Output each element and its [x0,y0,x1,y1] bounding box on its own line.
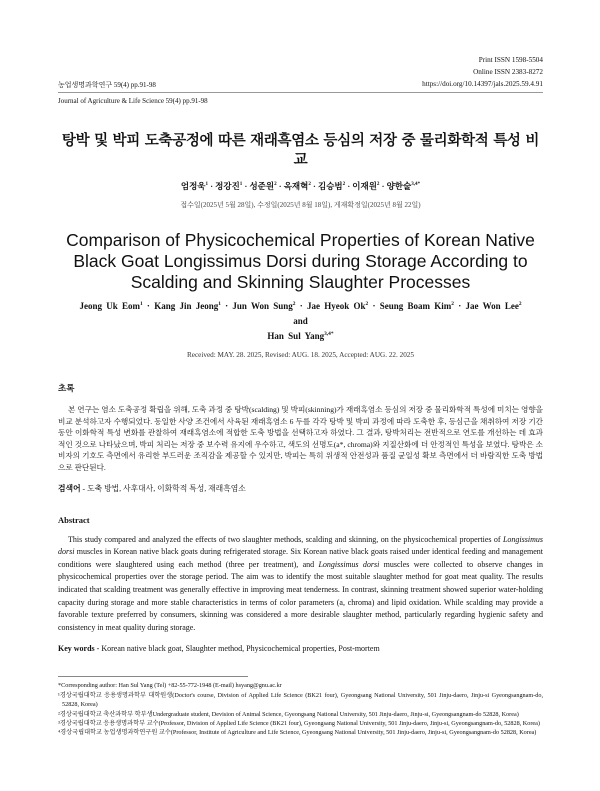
author-affiliation: 2 [274,181,277,188]
author-affiliation: 2 [308,181,311,188]
english-keywords-label: Key words [58,644,95,654]
english-title: Comparison of Physicochemical Properties of Korean Native Black Goat Longissimus Dorsi during Storage According to Scalding and Skinning Slaughter Processes [66,230,535,292]
abstract-text: This study compared and analyzed the effects of two slaughter methods, scalding and skinning, on the physicochemical properties of [68,534,503,544]
korean-keywords-list: - 도축 방법, 사후대사, 이화학적 특성, 재래흑염소 [80,483,246,493]
abstract-text: muscles were collected to observe changes in physicochemical properties over the storage period. The aim was to identify the most suitable slaughter method for goat meat quality. The results indicated that scalding treatment was generally effective in improving meat tenderness. In contrast, skinning treatment showed superior water-holding capacity during storage and more stable characteristics in terms of color parameters (a, chroma) and lipid oxidation. While scalding may provide a favorable texture preferred by consumers, skinning was considered a more desirable slaughter method, particularly regarding hygienic safety and consistency in meat quality during storage. [58,559,543,632]
author-name: Seung Boam Kim [379,301,452,311]
journal-english: Journal of Agriculture & Life Science 59(4) pp.91-98 [58,97,208,105]
footnote-rule [58,676,248,677]
author-separator: · [142,301,155,311]
header-rule [58,92,543,93]
author-name: 김승범 [318,181,343,191]
english-dates: Received: MAY. 28. 2025, Revised: AUG. 18. 2025, Accepted: AUG. 22. 2025 [187,351,414,359]
author-separator: · [220,301,233,311]
footnote-affiliation-3: ³경상국립대학교 응용생명과학부 교수(Professor, Division of Applied Life Science (BK21 four), Gyeongsang National University, 501 Jinju-daero, Jinju-si, Gyeongsangnam-do, 52828, Korea) [58,719,540,727]
print-issn: Print ISSN 1598-5504 [478,56,543,64]
author-affiliation: 2 [365,301,369,307]
english-abstract-heading: Abstract [58,514,90,525]
author-separator: · [310,181,318,191]
english-abstract [58,534,543,635]
author-name: 정강진 [215,181,240,191]
author-affiliation: 2 [292,301,296,307]
author-name: Jun Won Sung [232,301,293,311]
author-separator: · [276,181,284,191]
footnote-affiliation-2: ²경상국립대학교 축산과학부 학부생Undergraduate student, Devision of Animal Science, Gyeongsang National University, 501 Jinju-daero, Jinju-si, Gyeongsangnam-do 52828, Korea) [58,710,519,718]
author-separator: · [295,301,308,311]
author-affiliation: 2 [342,181,346,188]
author-affiliation: 3,4* [411,181,421,188]
korean-abstract: 본 연구는 염소 도축공정 확립을 위해, 도축 과정 중 탕박(scalding) 및 박피(skinning)가 재래흑염소 등심의 저장 중 물리화학적 특성에 미치는 영향을 비교 분석하고자 수행되었다. 동일한 사양 조건에서 사육된 재래흑염소 6 두를 각각 탕박 및 박피 과정에 따라 도축한 후, 등심근을 채취하여 저장 기간 동안 이화학적 특성 변화를 관찰하여 재래흑염소에 적합한 도축 방법을 선택하고자 하였다. 그 결과, 탕박처리는 전반적으로 연도를 개선하는 데 효과적인 것으로 나타났으며, 박피 처리는 저장 중 보수력 유지에 우수하고, 색도의 선명도(a*, chroma)와 지질산화에 더 안정적인 특성을 보였다. 탕박은 소비자의 기호도 측면에서 유리한 부드러운 조직감을 제공할 수 있지만, 박피는 특히 위생적 안전성과 품질 균일성 확보 측면에서 더 바람직한 도축 방법으로 판단된다. [58,405,543,472]
journal-korean: 농업생명과학연구 59(4) pp.91-98 [58,81,156,89]
abstract-italic: Longissimus dorsi [58,534,543,557]
author-separator: · [379,181,387,191]
korean-abstract-heading: 초록 [58,383,75,393]
author-name: Han Sul Yang [267,331,325,341]
author-name: Jae Won Lee [465,301,519,311]
author-name: 이재원 [352,181,377,191]
author-separator: · [242,181,250,191]
author-affiliation: 2 [451,301,454,307]
author-affiliation: 3,4* [324,331,334,337]
author-affiliation: 1 [205,181,209,188]
korean-dates: 접수일(2025년 5월 28일), 수정일(2025년 8월 18일), 게재확정일(2025년 8월 22일) [180,201,421,209]
author-separator: · [368,301,380,311]
online-issn: Online ISSN 2383-8272 [473,68,543,76]
author-and: and [293,316,308,326]
author-name: 엄정욱 [180,181,206,191]
doi-link[interactable]: https://doi.org/10.14397/jals.2025.59.4.91 [422,80,543,88]
english-authors [71,299,531,344]
footnotes [58,681,543,737]
author-separator: · [345,181,353,191]
footnote-affiliation-1: ¹경상국립대학교 응용생명과학부 대학원생(Doctor's course, Division of Applied Life Science (BK21 four), Gyeongsang National University, 501 Jinju-daero, Jinju-si Gyeongsangnam-do, 52828, Korea) [58,691,543,709]
footnote-corresponding: *Corresponding author: Han Sul Yang (Tel) +82-55-772-1948 (E-mail) hsyang@gnu.ac.kr [58,682,282,690]
korean-keywords-label: 검색어 [58,483,81,493]
author-separator: · [453,301,466,311]
footnote-affiliation-4: ⁴경상국립대학교 농업생명과학연구원 교수(Professor, Institute of Agriculture and Life Science, Gyeongsang National University, 501 Jinju-daero, Jinju-si, Gyeongsangnam-do 52828, Korea) [58,729,537,737]
author-name: 성준원 [249,181,275,191]
author-affiliation: 2 [376,181,380,188]
author-affiliation: 2 [518,301,522,307]
abstract-text: muscles in Korean native black goats during refrigerated storage. Six Korean native black goats raised under identical feeding and management conditions were slaughtered using each method (three per treatment), and [58,547,543,569]
korean-keywords [58,483,543,494]
author-separator: · [208,181,216,191]
author-affiliation: 1 [239,181,243,188]
english-keywords-list: - Korean native black goat, Slaughter method, Physicochemical properties, Post-mortem [94,644,380,654]
abstract-italic: Longissimus dorsi [318,559,380,569]
author-name: Kang Jin Jeong [154,301,219,311]
author-affiliation: 1 [218,301,221,307]
author-affiliation: 1 [139,301,143,307]
author-name: Jeong Uk Eom [79,301,140,311]
korean-title: 탕박 및 박피 도축공정에 따른 재래흑염소 등심의 저장 중 물리화학적 특성 비교 [61,133,540,168]
author-name: 옥재혁 [283,181,309,191]
author-name: Jae Hyeok Ok [307,301,366,311]
english-keywords [58,643,543,654]
korean-authors [58,180,543,192]
author-name: 양한술 [386,181,412,191]
